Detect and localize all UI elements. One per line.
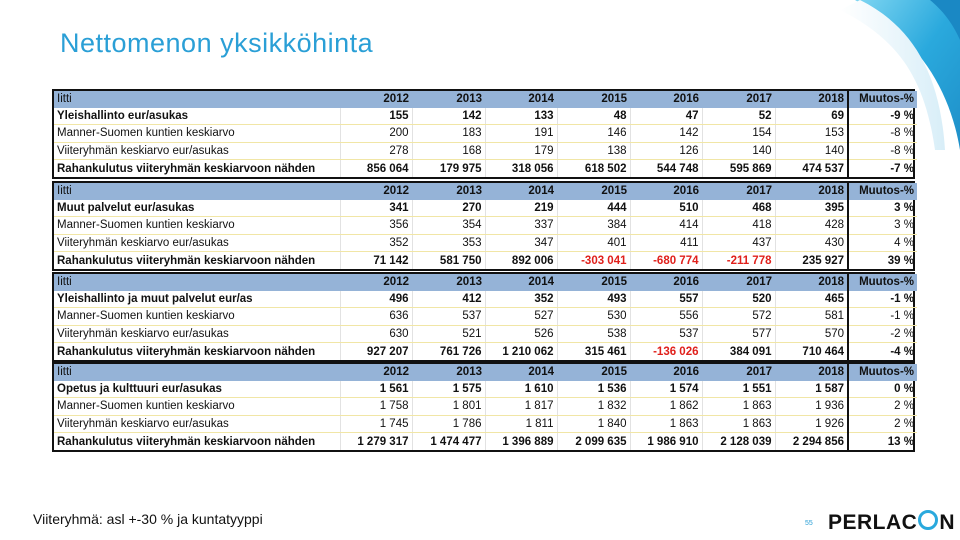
value-cell: 1 811 [485,415,557,433]
change-percent-cell: -2 % [848,325,917,343]
row-label: Rahankulutus viiteryhmän keskiarvoon nähden [54,433,340,450]
column-header: Iitti [54,91,340,108]
row-label: Muut palvelut eur/asukas [54,200,340,217]
value-cell: 892 006 [485,252,557,269]
change-percent-cell: 3 % [848,217,917,235]
column-header: 2016 [630,91,702,108]
value-cell: 1 986 910 [630,433,702,450]
value-cell: 69 [775,108,848,125]
table-row [54,381,917,398]
value-cell: 183 [412,125,485,143]
column-header: 2012 [340,364,412,381]
value-cell: 1 536 [557,381,630,398]
value-cell: 1 561 [340,381,412,398]
value-cell: 418 [702,217,775,235]
table-row [54,325,917,343]
page-number: 55 [805,520,813,527]
value-cell: 444 [557,200,630,217]
change-percent-cell: -8 % [848,142,917,160]
table-row [54,108,917,125]
value-cell: 468 [702,200,775,217]
column-header: 2013 [412,274,485,291]
value-cell: 510 [630,200,702,217]
table-header-row [54,91,917,108]
row-label: Viiteryhmän keskiarvo eur/asukas [54,142,340,160]
table-header-row [54,183,917,200]
change-percent-cell: 13 % [848,433,917,450]
value-cell: 537 [412,308,485,326]
value-cell: 71 142 [340,252,412,269]
value-cell: 219 [485,200,557,217]
column-header: 2017 [702,274,775,291]
value-cell: 1 863 [630,415,702,433]
logo-text: PERLAC [828,511,918,534]
value-cell: 235 927 [775,252,848,269]
value-cell: 384 [557,217,630,235]
row-label: Yleishallinto eur/asukas [54,108,340,125]
table-block [52,362,915,452]
value-cell: 352 [340,234,412,252]
table-row [54,433,917,450]
slide-title: Nettomenon yksikköhinta [60,28,374,58]
value-cell: 126 [630,142,702,160]
change-percent-cell: 2 % [848,398,917,416]
value-cell: 630 [340,325,412,343]
row-label: Manner-Suomen kuntien keskiarvo [54,398,340,416]
value-cell: 1 396 889 [485,433,557,450]
value-cell: 572 [702,308,775,326]
value-cell: 401 [557,234,630,252]
value-cell: 1 587 [775,381,848,398]
value-cell: 2 294 856 [775,433,848,450]
column-header: 2012 [340,183,412,200]
value-cell: 556 [630,308,702,326]
change-percent-cell: -4 % [848,343,917,360]
footer-note: Viiteryhmä: asl +-30 % ja kuntatyyppi [33,511,263,527]
value-cell: 474 537 [775,160,848,177]
row-label: Rahankulutus viiteryhmän keskiarvoon nähden [54,252,340,269]
value-cell: 354 [412,217,485,235]
column-header: Muutos-% [848,91,917,108]
column-header: 2018 [775,274,848,291]
value-cell: 570 [775,325,848,343]
value-cell: 140 [702,142,775,160]
value-cell: 384 091 [702,343,775,360]
value-cell: 52 [702,108,775,125]
value-cell: 428 [775,217,848,235]
value-cell: 1 745 [340,415,412,433]
change-percent-cell: 0 % [848,381,917,398]
table-header-row [54,274,917,291]
value-cell: 315 461 [557,343,630,360]
change-percent-cell: -8 % [848,125,917,143]
column-header: 2015 [557,91,630,108]
value-cell: 437 [702,234,775,252]
table-row [54,291,917,308]
value-cell: -211 778 [702,252,775,269]
row-label: Rahankulutus viiteryhmän keskiarvoon nähden [54,160,340,177]
column-header: Iitti [54,364,340,381]
value-cell: 1 863 [702,398,775,416]
value-cell: 493 [557,291,630,308]
value-cell: 142 [630,125,702,143]
change-percent-cell: -7 % [848,160,917,177]
value-cell: 133 [485,108,557,125]
column-header: 2017 [702,183,775,200]
table-block [52,89,915,179]
value-cell: 347 [485,234,557,252]
value-cell: -303 041 [557,252,630,269]
column-header: 2014 [485,364,557,381]
column-header: 2013 [412,364,485,381]
value-cell: 200 [340,125,412,143]
value-cell: 927 207 [340,343,412,360]
column-header: Muutos-% [848,364,917,381]
value-cell: 465 [775,291,848,308]
value-cell: 270 [412,200,485,217]
table-row [54,252,917,269]
column-header: 2018 [775,91,848,108]
table-row [54,200,917,217]
logo-o-ring [918,510,938,530]
row-label: Opetus ja kulttuuri eur/asukas [54,381,340,398]
value-cell: -680 774 [630,252,702,269]
table-row [54,160,917,177]
column-header: 2018 [775,364,848,381]
value-cell: 856 064 [340,160,412,177]
value-cell: 411 [630,234,702,252]
value-cell: 1 551 [702,381,775,398]
value-cell: 595 869 [702,160,775,177]
value-cell: 1 574 [630,381,702,398]
column-header: Iitti [54,183,340,200]
value-cell: 154 [702,125,775,143]
row-label: Rahankulutus viiteryhmän keskiarvoon nähden [54,343,340,360]
value-cell: 337 [485,217,557,235]
value-cell: 168 [412,142,485,160]
column-header: 2013 [412,91,485,108]
row-label: Viiteryhmän keskiarvo eur/asukas [54,325,340,343]
column-header: 2012 [340,274,412,291]
value-cell: 1 279 317 [340,433,412,450]
value-cell: 318 056 [485,160,557,177]
column-header: Muutos-% [848,183,917,200]
value-cell: 395 [775,200,848,217]
value-cell: 138 [557,142,630,160]
change-percent-cell: 3 % [848,200,917,217]
value-cell: 2 128 039 [702,433,775,450]
value-cell: 142 [412,108,485,125]
value-cell: 412 [412,291,485,308]
value-cell: 1 863 [702,415,775,433]
value-cell: 557 [630,291,702,308]
value-cell: 1 575 [412,381,485,398]
change-percent-cell: 2 % [848,415,917,433]
column-header: 2012 [340,91,412,108]
column-header: Muutos-% [848,274,917,291]
table-row [54,142,917,160]
value-cell: 1 817 [485,398,557,416]
value-cell: 520 [702,291,775,308]
table-row [54,125,917,143]
value-cell: 278 [340,142,412,160]
column-header: 2016 [630,274,702,291]
value-cell: 1 862 [630,398,702,416]
column-header: 2016 [630,364,702,381]
change-percent-cell: 39 % [848,252,917,269]
value-cell: 146 [557,125,630,143]
value-cell: 1 758 [340,398,412,416]
change-percent-cell: 4 % [848,234,917,252]
table-row [54,234,917,252]
value-cell: 1 801 [412,398,485,416]
table-row [54,217,917,235]
value-cell: 155 [340,108,412,125]
column-header: 2015 [557,364,630,381]
change-percent-cell: -1 % [848,291,917,308]
table-block [52,181,915,271]
row-label: Manner-Suomen kuntien keskiarvo [54,217,340,235]
value-cell: 521 [412,325,485,343]
value-cell: 1 832 [557,398,630,416]
value-cell: 1 210 062 [485,343,557,360]
column-header: 2018 [775,183,848,200]
value-cell: 544 748 [630,160,702,177]
row-label: Manner-Suomen kuntien keskiarvo [54,125,340,143]
value-cell: 496 [340,291,412,308]
value-cell: 2 099 635 [557,433,630,450]
value-cell: 530 [557,308,630,326]
row-label: Viiteryhmän keskiarvo eur/asukas [54,415,340,433]
value-cell: 356 [340,217,412,235]
table-block [52,272,915,362]
value-cell: 179 975 [412,160,485,177]
column-header: 2014 [485,274,557,291]
value-cell: 1 936 [775,398,848,416]
row-label: Manner-Suomen kuntien keskiarvo [54,308,340,326]
value-cell: 1 610 [485,381,557,398]
table-row [54,343,917,360]
value-cell: 581 [775,308,848,326]
table-row [54,415,917,433]
column-header: 2014 [485,91,557,108]
change-percent-cell: -9 % [848,108,917,125]
value-cell: 47 [630,108,702,125]
value-cell: 537 [630,325,702,343]
value-cell: 761 726 [412,343,485,360]
value-cell: 710 464 [775,343,848,360]
value-cell: 636 [340,308,412,326]
value-cell: 581 750 [412,252,485,269]
value-cell: 1 474 477 [412,433,485,450]
column-header: 2015 [557,183,630,200]
value-cell: 527 [485,308,557,326]
value-cell: 48 [557,108,630,125]
value-cell: 577 [702,325,775,343]
value-cell: 352 [485,291,557,308]
change-percent-cell: -1 % [848,308,917,326]
column-header: 2015 [557,274,630,291]
value-cell: 538 [557,325,630,343]
column-header: 2013 [412,183,485,200]
value-cell: 1 786 [412,415,485,433]
value-cell: -136 026 [630,343,702,360]
value-cell: 430 [775,234,848,252]
row-label: Viiteryhmän keskiarvo eur/asukas [54,234,340,252]
logo-text-end: N [939,511,956,534]
table-row [54,398,917,416]
value-cell: 179 [485,142,557,160]
value-cell: 526 [485,325,557,343]
column-header: 2014 [485,183,557,200]
value-cell: 153 [775,125,848,143]
column-header: 2017 [702,91,775,108]
value-cell: 191 [485,125,557,143]
table-row [54,308,917,326]
value-cell: 353 [412,234,485,252]
column-header: Iitti [54,274,340,291]
value-cell: 1 840 [557,415,630,433]
value-cell: 1 926 [775,415,848,433]
column-header: 2016 [630,183,702,200]
value-cell: 140 [775,142,848,160]
row-label: Yleishallinto ja muut palvelut eur/as [54,291,340,308]
value-cell: 414 [630,217,702,235]
perlacon-logo [828,510,955,535]
value-cell: 341 [340,200,412,217]
table-header-row [54,364,917,381]
column-header: 2017 [702,364,775,381]
value-cell: 618 502 [557,160,630,177]
